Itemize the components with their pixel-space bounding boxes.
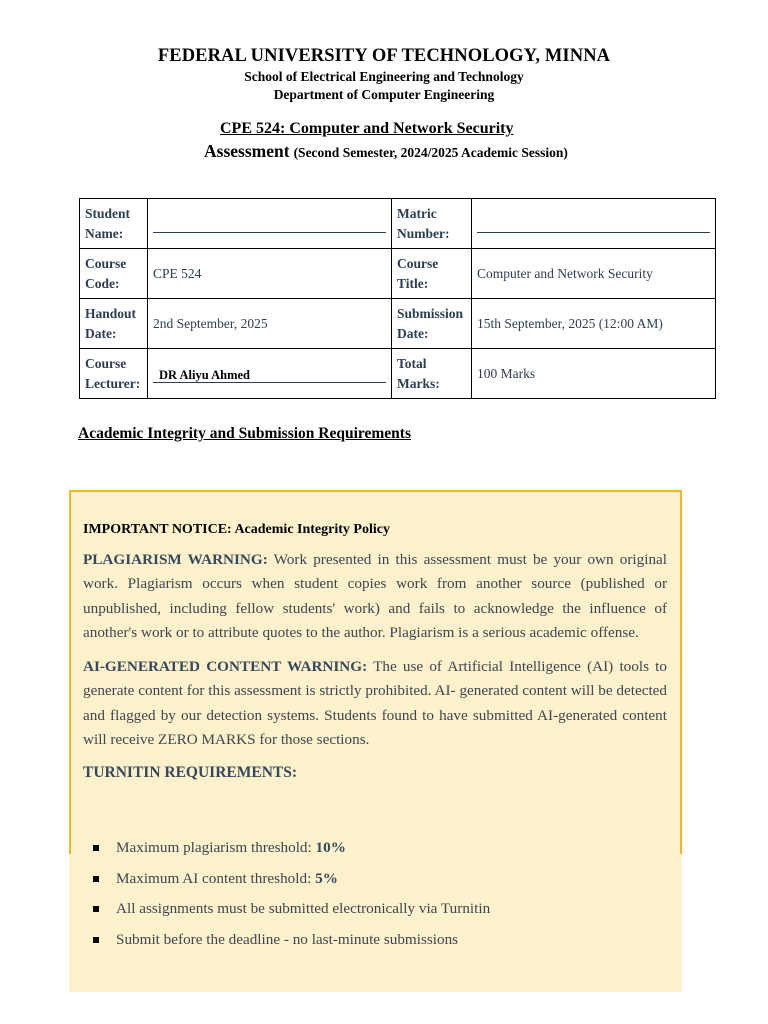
plagiarism-paragraph: [83, 548, 667, 645]
turnitin-requirements-list: [93, 837, 490, 960]
document-header: [0, 44, 768, 104]
requirement-text: All assignments must be submitted electronically via Turnitin: [116, 900, 491, 918]
student-name-line: [153, 231, 386, 233]
matric-label: Matric Number:: [392, 199, 472, 249]
course-info-table: [79, 198, 716, 399]
requirement-text: Maximum AI content threshold:: [116, 869, 316, 887]
university-name: FEDERAL UNIVERSITY OF TECHNOLOGY, MINNA: [157, 46, 611, 66]
submission-date-label: Submission Date:: [392, 299, 472, 349]
assessment-word: Assessment: [204, 141, 290, 161]
course-code-value: CPE 524: [148, 249, 392, 299]
lecturer-label: Course Lecturer:: [80, 349, 148, 399]
list-item: [93, 868, 490, 899]
handout-date-value: 2nd September, 2025: [148, 299, 392, 349]
assessment-session: (Second Semester, 2024/2025 Academic Session): [293, 145, 568, 160]
list-item: [93, 929, 490, 960]
turnitin-heading: TURNITIN REQUIREMENTS:: [83, 764, 298, 782]
list-item: [93, 898, 490, 929]
lecturer-cell: [148, 349, 392, 399]
assessment-heading: [204, 140, 568, 164]
list-item: [93, 837, 490, 868]
plagiarism-heading: PLAGIARISM WARNING:: [83, 551, 268, 568]
lecturer-value: DR Aliyu Ahmed: [153, 368, 386, 383]
course-title-value: Computer and Network Security: [472, 249, 716, 299]
important-notice: IMPORTANT NOTICE: Academic Integrity Policy: [83, 522, 390, 537]
requirement-value: 10%: [315, 839, 346, 856]
requirement-value: 5%: [315, 869, 338, 887]
course-code-label: Course Code:: [80, 249, 148, 299]
section-title: Academic Integrity and Submission Requirements: [78, 425, 411, 442]
ai-heading: AI-GENERATED CONTENT WARNING:: [83, 658, 368, 676]
table-row: [80, 249, 716, 299]
notice-content: [83, 520, 667, 784]
school-name: School of Electrical Engineering and Technology: [244, 69, 524, 84]
plagiarism-text: Work presented in this assessment must be your own original work. Plagiarism occurs when student copies work from another source (published or unpublished, including fellow students' work) and fails to acknowledge the influence of another's work or to attribute quotes to the author. Plagiarism is a serious academic offense.: [83, 551, 668, 641]
submission-date-value: 15th September, 2025 (12:00 AM): [472, 299, 716, 349]
requirement-text: Submit before the deadline - no last-minute submissions: [116, 931, 459, 949]
matric-field[interactable]: [472, 199, 716, 249]
matric-line: [477, 231, 710, 233]
department-name: Department of Computer Engineering: [273, 87, 495, 102]
table-row: [80, 349, 716, 399]
student-name-label: Student Name:: [80, 199, 148, 249]
requirement-text: Maximum plagiarism threshold:: [116, 839, 316, 856]
table-row: [80, 299, 716, 349]
bullet-icon: [93, 845, 99, 851]
course-title-label: Course Title:: [392, 249, 472, 299]
bullet-icon: [93, 876, 99, 882]
handout-date-label: Handout Date:: [80, 299, 148, 349]
ai-paragraph: [83, 655, 667, 752]
total-marks-label: Total Marks:: [392, 349, 472, 399]
student-name-field[interactable]: [148, 199, 392, 249]
bullet-icon: [93, 906, 99, 912]
ai-text: The use of Artificial Intelligence (AI) tools to generate content for this assessment is strictly prohibited. AI- generated content will be detected and flagged by our detection systems. Students found to have submitted AI-generated content will receive ZERO MARKS for those sections.: [83, 658, 667, 749]
integrity-notice-box: [69, 490, 682, 992]
bullet-icon: [93, 937, 99, 943]
table-row: [80, 199, 716, 249]
total-marks-value: 100 Marks: [472, 349, 716, 399]
course-heading: CPE 524: Computer and Network Security: [220, 120, 514, 137]
